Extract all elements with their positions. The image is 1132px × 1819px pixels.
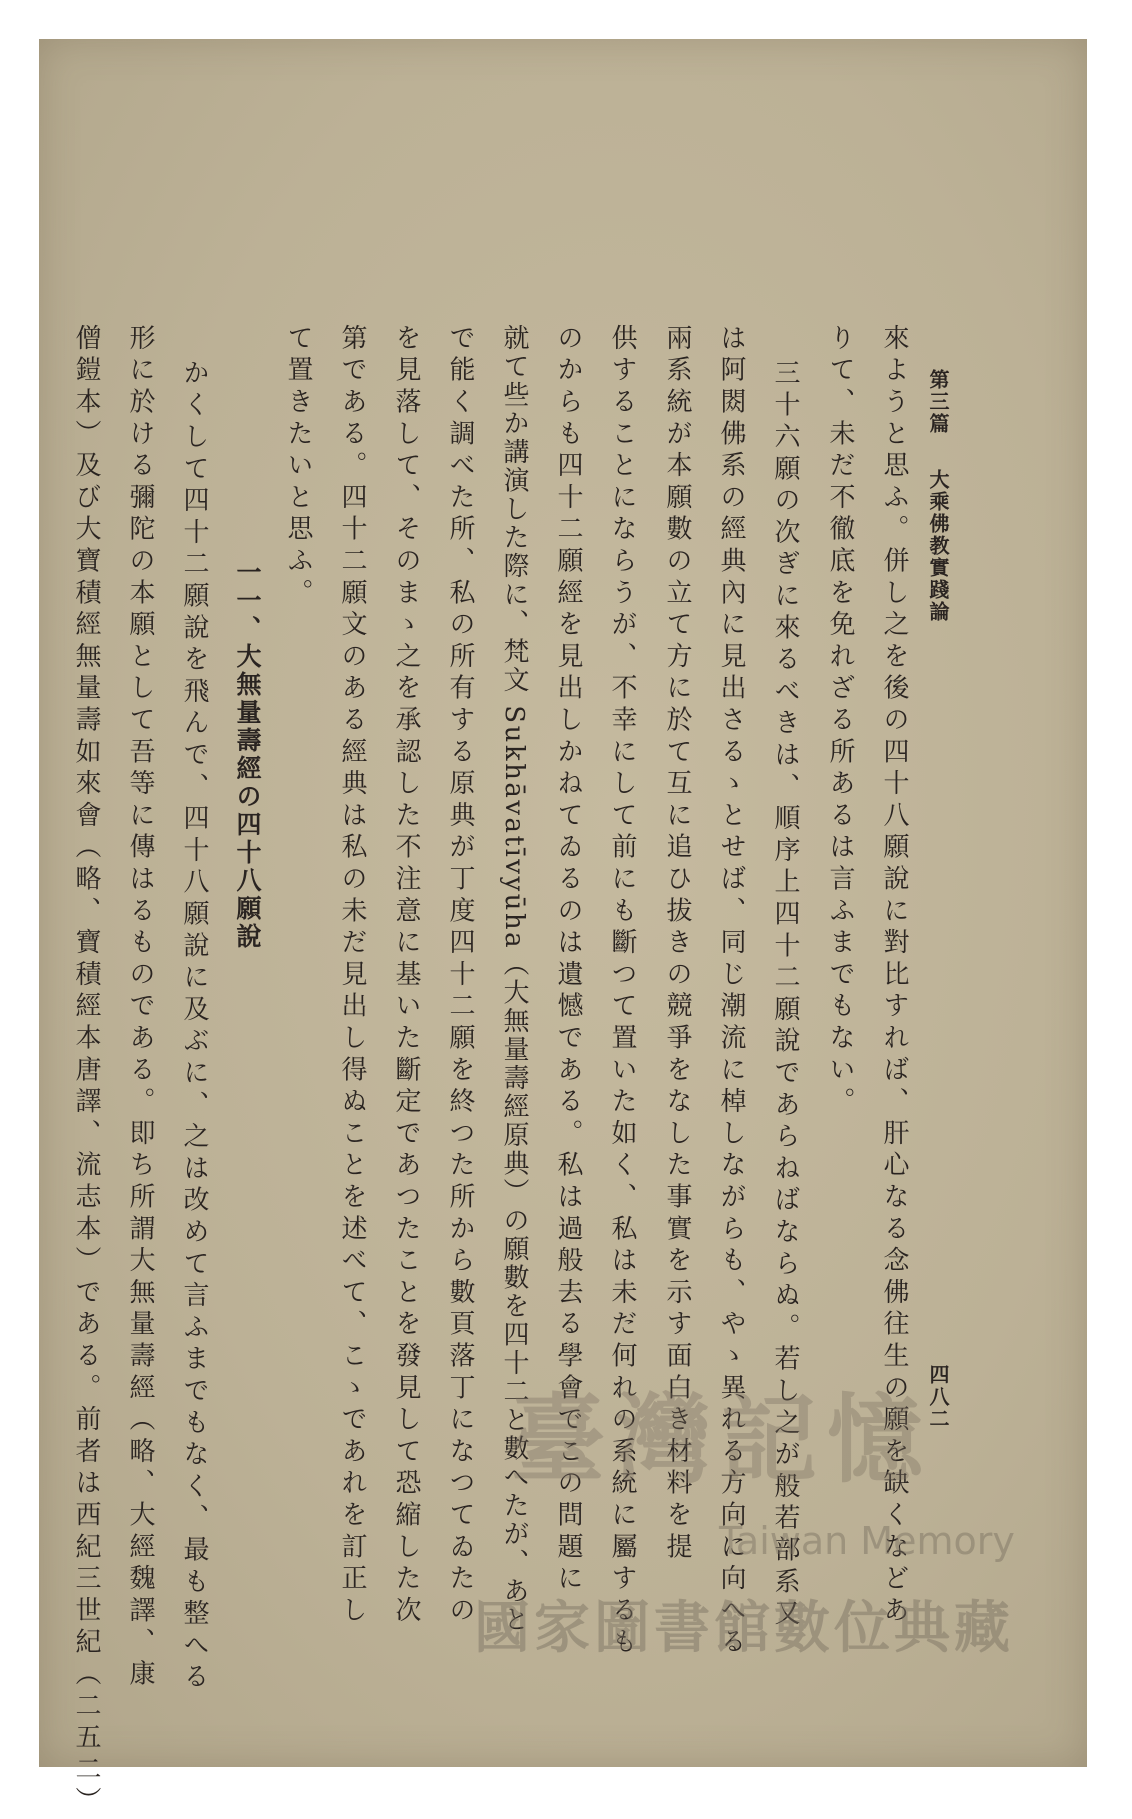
- text-line: のからも四十二願經を見出しかねてゐるのは遺憾である。私は過般去る學會でこの問題に: [553, 324, 583, 1596]
- text-line: 三十六願の次ぎに來るべきは、順序上四十二願說であらねばならぬ。若し之が般若部系又: [770, 359, 800, 1631]
- watermark-logo: 臺灣記憶: [509, 1384, 933, 1496]
- text-line: で能く調べた所、私の所有する原典が丁度四十二願を終つた所から數頁落丁になつてゐたの: [445, 324, 475, 1628]
- text-line: 僧鎧本）及び大寶積經無量壽如來會（略、寶積經本唐譯、流志本）である。前者は西紀三世紀（二五二）: [71, 324, 101, 1819]
- text-line: 第である。四十二願文のある經典は私の未だ見出し得ぬことを述べて、こゝであれを訂正し: [337, 324, 367, 1628]
- text-line: を見落して、そのまゝ之を承認した不注意に基いた斷定であつたことを發見して恐縮した次: [391, 324, 421, 1628]
- chapter-label: 第三篇: [926, 369, 950, 435]
- watermark-english: Taiwan Memory: [719, 1519, 1015, 1563]
- text-line: 來ようと思ふ。併し之を後の四十八願說に對比すれば、肝心なる念佛往生の願を缺くなどあ: [879, 324, 909, 1628]
- text-line: かくして四十二願說を飛んで、四十八願說に及ぶに、之は改めて言ふまでもなく、最も整へる: [179, 359, 209, 1695]
- section-heading: 一一、大無量壽經の四十八願說: [233, 559, 262, 951]
- page-number: 四八二: [926, 1364, 950, 1430]
- text-line: 兩系統が本願數の立て方に於て互に追ひ拔きの競爭をなした事實を示す面白き材料を提: [662, 324, 692, 1565]
- text-line: 形に於ける彌陀の本願として吾等に傳はるものである。即ち所謂大無量壽經（略、大經魏譯、康: [125, 324, 155, 1692]
- text-line: は阿閦佛系の經典內に見出さるゝとせば、同じ潮流に棹しながらも、やゝ異れる方向に向へる: [716, 324, 746, 1660]
- book-title: 大乘佛教實踐論: [926, 469, 950, 623]
- watermark-org: 國家圖書館數位典藏: [474, 1596, 1014, 1661]
- text-line: て置きたいと思ふ。: [283, 324, 313, 611]
- scanned-page: [39, 39, 1087, 1819]
- text-line: りて、未だ不徹底を免れざる所あるは言ふまでもない。: [825, 324, 855, 1119]
- text-line: 就て些か講演した際に、梵文 Sukhāvatīvyūha（大無量壽經原典）の願數を四十二と數へたが、あと: [499, 324, 529, 1635]
- text-line: 供することにならうが、不幸にして前にも斷つて置いた如く、私は未だ何れの系統に屬するも: [607, 324, 637, 1660]
